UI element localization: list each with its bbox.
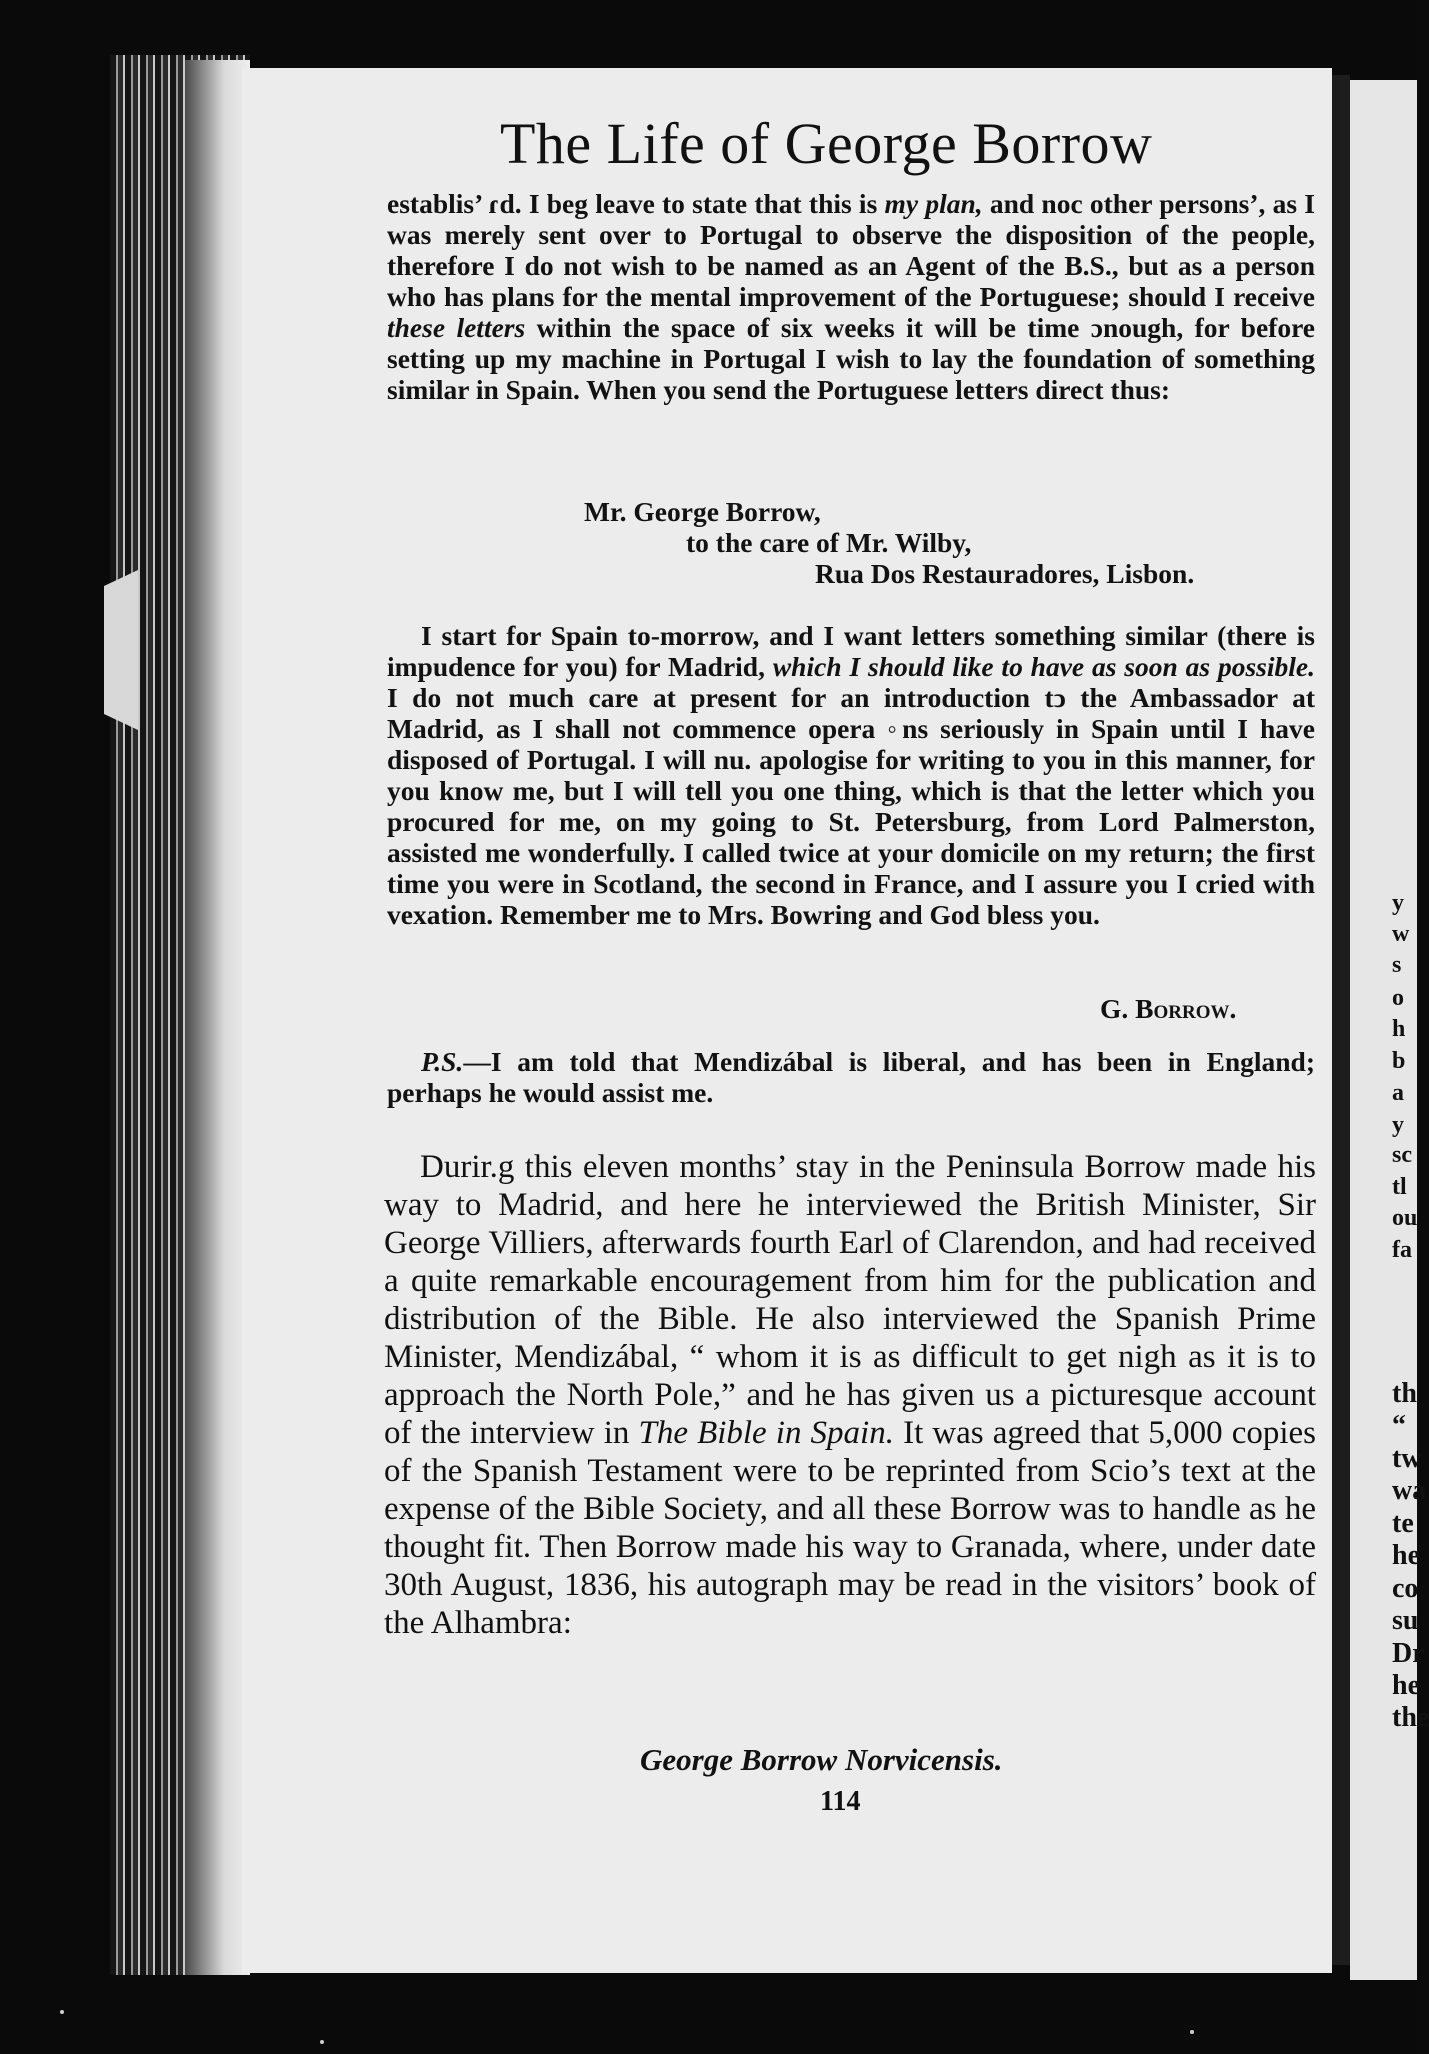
letter-paragraph-1	[387, 188, 1315, 405]
facing-page-fragment: the	[1392, 1702, 1429, 1733]
letter-emphasis: my plan,	[884, 188, 983, 219]
page-edge-shadow	[1332, 75, 1350, 1965]
facing-page-fragment: ou	[1392, 1205, 1418, 1231]
facing-page-fragment: te	[1392, 1508, 1414, 1539]
gutter-shadow	[185, 60, 250, 1975]
ps-text: —I am told that Mendizábal is liberal, and has been in England; perhaps he would assist me.	[387, 1046, 1315, 1108]
facing-page-fragment: th	[1392, 1378, 1417, 1409]
address-line-1: Mr. George Borrow,	[584, 496, 821, 527]
dust-speck	[320, 2040, 324, 2044]
letter-text: establis’ ɾd. I beg leave to state that this is	[387, 188, 885, 219]
facing-page-fragment: a	[1392, 1080, 1404, 1106]
facing-page-fragment: sc	[1392, 1142, 1412, 1168]
facing-page-fragment: tw	[1392, 1443, 1422, 1474]
facing-page-fragment: “	[1392, 1410, 1406, 1441]
facing-page-fragment: o	[1392, 985, 1404, 1011]
facing-page-fragment: su	[1392, 1605, 1419, 1636]
signature-initial: G.	[1100, 993, 1136, 1024]
autograph-line: George Borrow Norvicensis.	[640, 1742, 1003, 1777]
book-title: The Bible in Spain.	[638, 1415, 894, 1451]
signature	[1100, 993, 1236, 1025]
ps-label: P.S.	[421, 1046, 464, 1077]
narrative-text: Durir.g this eleven months’ stay in the Peninsula Borrow made his way to Madrid, and here he interviewed the British Minister, Sir George Villiers, afterwards fourth Earl of Clarendon, and had received a quite remarkable encouragement from him for the publication and distribution of the Bible. He also interviewed the Spanish Prime Minister, Mendizábal, “ whom it is as difficult to get nigh as it is to approach the North Pole,” and he has given us a picturesque account of the interview in	[384, 1149, 1316, 1451]
address-line-3: Rua Dos Restauradores, Lisbon.	[815, 558, 1195, 589]
narrative-paragraph	[384, 1148, 1316, 1642]
address-line-2: to the care of Mr. Wilby,	[686, 527, 972, 558]
facing-page-fragment: tl	[1392, 1174, 1407, 1200]
letter-emphasis: which I should like to have as soon as possible.	[772, 651, 1315, 682]
page-tab	[104, 570, 138, 730]
running-title: The Life of George Borrow	[500, 111, 1153, 176]
page-number: 114	[820, 1786, 861, 1817]
signature-name: Borrow.	[1135, 993, 1237, 1024]
dust-speck	[60, 2010, 64, 2014]
letter-text: and noc other persons’, as I was merely sent over to Portugal to observe the disposition of the people, therefore I do not wish to be named as an Agent of the B.S., but as a person who has plans for the mental improvement of the Portuguese; should I receive	[387, 188, 1316, 312]
postscript	[387, 1046, 1315, 1108]
facing-page-fragment: s	[1392, 952, 1402, 978]
facing-page-fragment: b	[1392, 1048, 1406, 1074]
letter-paragraph-2	[387, 620, 1315, 930]
letter-text: I do not much care at present for an introduction tↄ the Ambassador at Madrid, as I shall not commence opera ◦ns seriously in Spain until I have disposed of Portugal. I will nu. apologise for writing to you in this manner, for you know me, but I will tell you one thing, which is that the letter which you procured for me, on my going to St. Petersburg, from Lord Palmerston, assisted me wonderfully. I called twice at your domicile on my return; the first time you were in Scotland, the second in France, and I assure you I cried with vexation. Remember me to Mrs. Bowring and God bless you.	[387, 682, 1315, 930]
letter-text: within the space of six weeks it will be time ɔnough, for before setting up my machine in Portugal I wish to lay the foundation of something similar in Spain. When you send the Portuguese letters direct thus:	[387, 312, 1315, 405]
facing-page-fragment: y	[1392, 890, 1404, 916]
letter-emphasis: these letters	[387, 312, 526, 343]
facing-page-fragment: he	[1392, 1670, 1420, 1701]
facing-page-fragment: co	[1392, 1573, 1419, 1604]
facing-page-fragment: he	[1392, 1540, 1420, 1571]
facing-page-fragment: Dr	[1392, 1638, 1425, 1669]
facing-page-fragment: wa	[1392, 1475, 1427, 1506]
letter-text: I start for Spain to-morrow, and I want letters something similar (there is impudence for you) for Madrid,	[387, 620, 1315, 682]
facing-page-fragment: w	[1392, 921, 1410, 947]
dust-speck	[1190, 2030, 1194, 2034]
narrative-text: It was agreed that 5,000 copies of the Spanish Testament were to be reprinted from Scio’s text at the expense of the Bible Society, and all these Borrow was to handle as he thought fit. Then Borrow made his way to Granada, where, under date 30th August, 1836, his autograph may be read in the visitors’ book of the Alhambra:	[384, 1415, 1316, 1641]
facing-page-fragment: h	[1392, 1016, 1406, 1042]
facing-page-fragment: fa	[1392, 1237, 1412, 1263]
facing-page-fragment: y	[1392, 1112, 1404, 1138]
